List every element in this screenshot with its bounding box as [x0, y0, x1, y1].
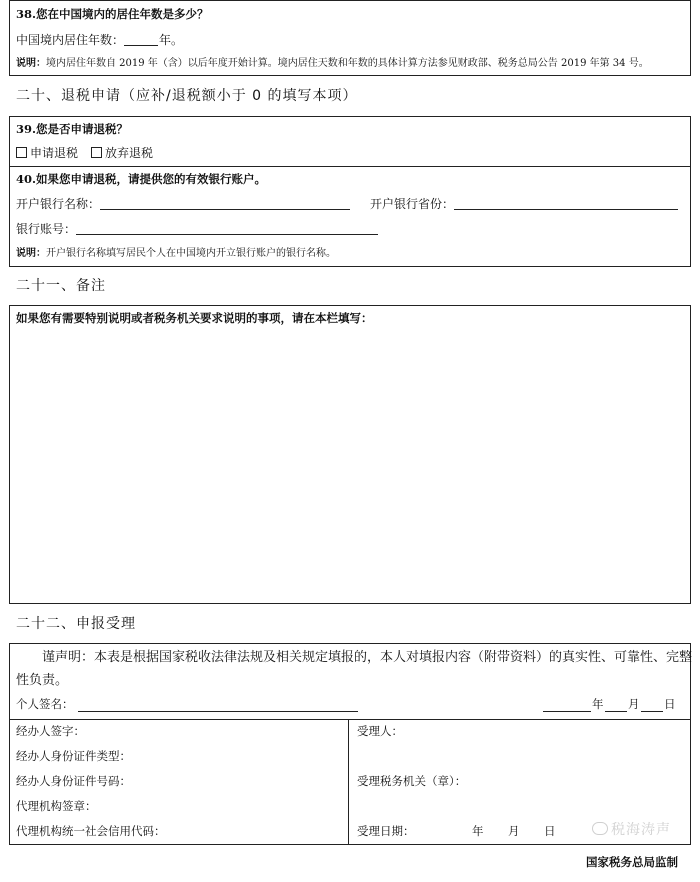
- apply-refund-checkbox[interactable]: [16, 147, 27, 158]
- bank-province-field[interactable]: [454, 209, 678, 210]
- bank-account-field[interactable]: [76, 234, 378, 235]
- q38-residence-years-field[interactable]: [124, 45, 158, 46]
- agent-id-type-label: 经办人身份证件类型：: [16, 749, 131, 763]
- declaration-line-1: 谨声明：本表是根据国家税收法律法规及相关规定填报的，本人对填报内容（附带资料）的真实性、可靠性、完整: [42, 650, 693, 665]
- agent-id-number-label: 经办人身份证件号码：: [16, 774, 131, 788]
- remarks-box[interactable]: [9, 305, 691, 604]
- receiver-label: 受理人：: [357, 724, 403, 738]
- issuer-footer: 国家税务总局监制: [586, 855, 678, 869]
- bank-account-label: 银行账号：: [16, 222, 77, 236]
- acceptance-box: [9, 643, 691, 845]
- tax-office-label: 受理税务机关（章）：: [357, 774, 467, 788]
- q39-title: 39.您是否申请退税？: [16, 122, 129, 136]
- agency-seal-label: 代理机构签章：: [16, 799, 97, 813]
- signature-day-field[interactable]: [641, 711, 663, 712]
- bank-province-label: 开户银行省份：: [370, 197, 455, 211]
- chat-bubble-icon: [592, 822, 608, 835]
- section-20-title: 二十、退税申请（应补/退税额小于 0 的填写本项）: [16, 88, 358, 104]
- signature-month-field[interactable]: [605, 711, 627, 712]
- q38-note: 说明：境内居住年数自 2019 年（含）以后年度开始计算。境内居住天数和年数的具体计算方法参见财政部、税务总局公告 2019 年第 34 号。: [16, 58, 649, 69]
- signature-field[interactable]: [78, 711, 358, 712]
- q38-unit: 年。: [159, 33, 184, 47]
- agency-credit-code-label: 代理机构统一社会信用代码：: [16, 824, 166, 838]
- acceptance-column-divider: [348, 719, 349, 845]
- bank-name-label: 开户银行名称：: [16, 197, 101, 211]
- q39-apply-refund-option[interactable]: 申请退税: [16, 147, 78, 159]
- receive-date-month: 月: [508, 824, 520, 838]
- acceptance-divider: [9, 719, 691, 720]
- q40-note: 说明：开户银行名称填写居民个人在中国境内开立银行账户的银行名称。: [16, 248, 336, 259]
- signature-day-label: 日: [664, 697, 676, 711]
- signature-label: 个人签名：: [16, 697, 74, 711]
- section-21-title: 二十一、备注: [16, 278, 106, 294]
- signature-month-label: 月: [628, 697, 640, 711]
- q39-divider: [9, 166, 691, 167]
- q38-residence-years-label: 中国境内居住年数：: [16, 33, 125, 47]
- q38-title: 38.您在中国境内的居住年数是多少？: [16, 7, 209, 21]
- declaration-line-2: 性负责。: [16, 673, 69, 688]
- section-22-title: 二十二、申报受理: [16, 616, 136, 632]
- receive-date-year: 年: [472, 824, 484, 838]
- receive-date-label: 受理日期：: [357, 824, 415, 838]
- agent-signature-label: 经办人签字：: [16, 724, 85, 738]
- signature-year-field[interactable]: [543, 711, 591, 712]
- watermark: 税海涛声: [592, 822, 671, 837]
- q40-title: 40.如果您申请退税，请提供您的有效银行账户。: [16, 172, 267, 186]
- q39-q40-box: [9, 116, 691, 267]
- waive-refund-checkbox[interactable]: [91, 147, 102, 158]
- signature-year-label: 年: [592, 697, 604, 711]
- remarks-prompt: 如果您有需要特别说明或者税务机关要求说明的事项，请在本栏填写：: [16, 311, 373, 325]
- q39-waive-refund-option[interactable]: 放弃退税: [91, 147, 153, 159]
- receive-date-day: 日: [544, 824, 556, 838]
- bank-name-field[interactable]: [100, 209, 350, 210]
